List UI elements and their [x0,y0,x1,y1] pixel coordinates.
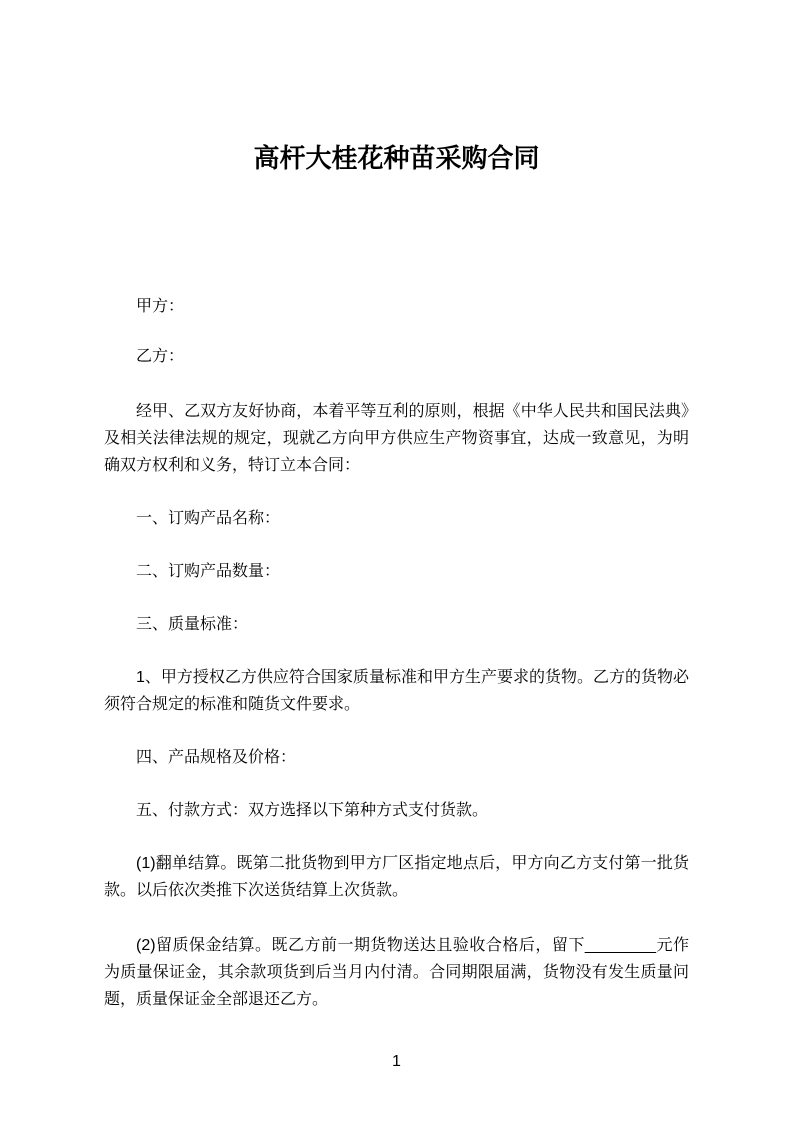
clause-payment-option-1: (1)翻单结算。既第二批货物到甲方厂区指定地点后，甲方向乙方支付第一批货款。以后依次类推下次送货结算上次货款。 [104,855,689,899]
document-content [104,0,689,1013]
party-a-line: 甲方： [136,298,185,315]
clause-spec-price: 四、产品规格及价格： [136,749,297,766]
clause-quality-standard: 三、质量标准： [136,616,249,633]
party-b-line: 乙方： [136,348,185,365]
clause-product-name: 一、订购产品名称： [136,510,281,527]
preamble-paragraph: 经甲、乙双方友好协商，本着平等互利的原则，根据《中华人民共和国民法典》及相关法律法规的规定，现就乙方向甲方供应生产物资事宜，达成一致意见，为明确双方权利和义务，特订立本合同： [104,403,689,474]
clause-product-quantity: 二、订购产品数量： [136,563,281,580]
clause-quality-item-1: 1、甲方授权乙方供应符合国家质量标准和甲方生产要求的货物。乙方的货物必须符合规定的标准和随货文件要求。 [104,669,689,713]
clause-payment-option-2: (2)留质保金结算。既乙方前一期货物送达且验收合格后，留下________元作为质量保证金，其余款项货到后当月内付清。合同期限届满，货物没有发生质量问题，质量保证金全部退还乙方。 [104,937,689,1008]
clause-payment-method: 五、付款方式：双方选择以下第种方式支付货款。 [136,802,489,819]
document-title: 高杆大桂花种苗采购合同 [253,143,540,173]
page-number: 1 [392,1053,401,1070]
